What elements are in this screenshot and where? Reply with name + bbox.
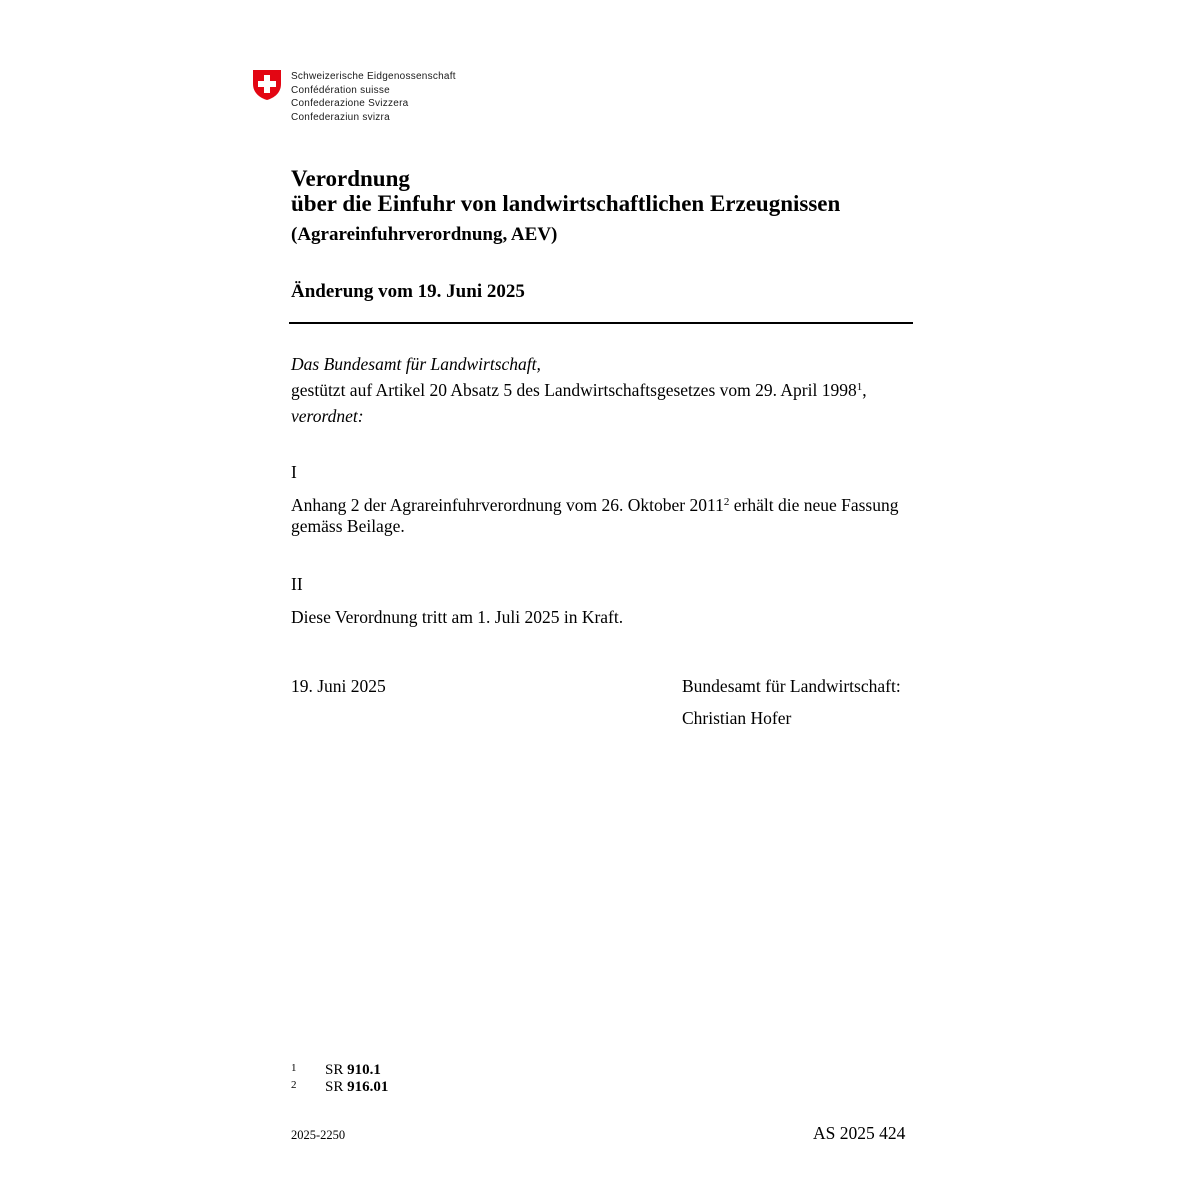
- footnote-text: [325, 1062, 381, 1079]
- footnote-sr-ref[interactable]: 910.1: [347, 1062, 381, 1078]
- footnote-prefix: SR: [325, 1079, 348, 1095]
- section-text-1-part-2: erhält die neue Fassung: [729, 495, 899, 515]
- footnote-prefix: SR: [325, 1062, 348, 1078]
- title-line-2: über die Einfuhr von landwirtschaftlichen Erzeugnissen: [291, 191, 841, 216]
- signature-block: [682, 673, 901, 731]
- signature-signer: Christian Hofer: [682, 708, 792, 728]
- footnote-number: 2: [291, 1079, 297, 1091]
- swiss-cross-icon: [252, 69, 282, 101]
- federation-name-fr: Confédération suisse: [291, 84, 390, 96]
- federation-names: [291, 70, 456, 124]
- signature-office: Bundesamt für Landwirtschaft:: [682, 676, 901, 696]
- preamble-authority: Das Bundesamt für Landwirtschaft,: [291, 354, 541, 374]
- title-divider: [289, 322, 913, 324]
- section-text-1: [291, 495, 899, 537]
- preamble-basis-text: gestützt auf Artikel 20 Absatz 5 des Landwirtschaftsgesetzes vom 29. April 1998: [291, 380, 857, 400]
- document-number: 2025-2250: [291, 1128, 346, 1142]
- preamble-basis: [291, 377, 867, 403]
- amendment-date: Änderung vom 19. Juni 2025: [291, 281, 525, 302]
- federation-name-rm: Confederaziun svizra: [291, 111, 390, 123]
- official-reference: AS 2025 424: [813, 1123, 906, 1143]
- footnote-text: [325, 1079, 388, 1096]
- title-line-1: Verordnung: [291, 166, 410, 191]
- section-heading-1: I: [291, 462, 297, 482]
- footnote-number: 1: [291, 1062, 297, 1074]
- signature-date: 19. Juni 2025: [291, 676, 386, 696]
- section-text-2: Diese Verordnung tritt am 1. Juli 2025 in Kraft.: [291, 607, 624, 627]
- preamble-basis-trailing: ,: [862, 380, 867, 400]
- footnote-2: [291, 1079, 388, 1096]
- section-text-1-line-2: gemäss Beilage.: [291, 516, 405, 536]
- short-title: (Agrareinfuhrverordnung, AEV): [291, 224, 558, 245]
- section-text-1-part-1: Anhang 2 der Agrareinfuhrverordnung vom 26. Oktober 2011: [291, 495, 724, 515]
- federation-name-de: Schweizerische Eidgenossenschaft: [291, 71, 456, 82]
- preamble-decrees: verordnet:: [291, 406, 364, 426]
- footnote-1: [291, 1062, 388, 1079]
- footnote-sr-ref[interactable]: 916.01: [347, 1079, 389, 1095]
- preamble: [291, 351, 867, 429]
- section-heading-2: II: [291, 574, 303, 594]
- footnote-ref-2[interactable]: 2: [723, 496, 730, 508]
- footnote-ref-1[interactable]: 1: [856, 381, 863, 393]
- federation-name-it: Confederazione Svizzera: [291, 98, 409, 110]
- document-title: [291, 166, 840, 246]
- section-text-1-line-1: [291, 495, 899, 516]
- footnotes: [291, 1062, 388, 1096]
